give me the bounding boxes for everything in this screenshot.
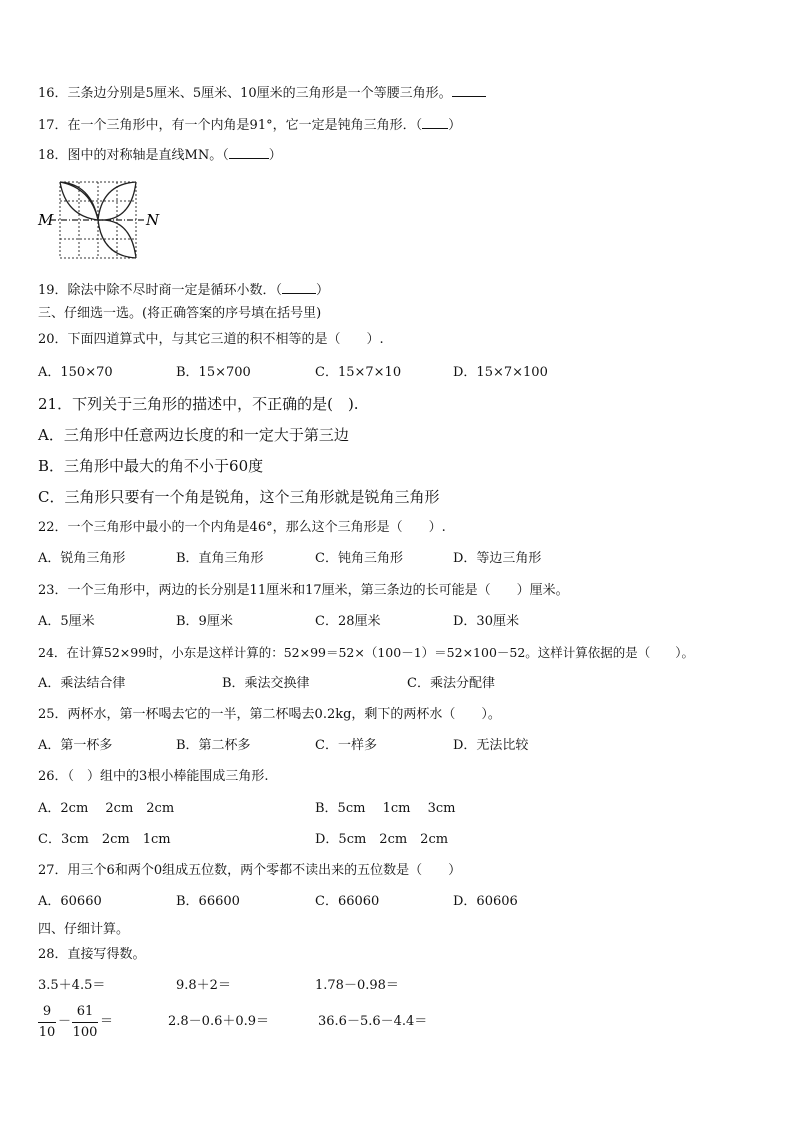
option-a[interactable]: A．乘法结合律: [38, 676, 126, 691]
option-b[interactable]: B．15×700: [176, 365, 251, 380]
question-18: [38, 146, 282, 165]
numerator: 61: [76, 1004, 94, 1019]
option-c[interactable]: C．一样多: [315, 738, 377, 753]
calc-item: 3.5＋4.5＝: [38, 978, 106, 993]
option-a[interactable]: A．锐角三角形: [38, 551, 126, 566]
option-a[interactable]: A．第一杯多: [38, 738, 113, 753]
option-d[interactable]: D．15×7×100: [453, 365, 548, 380]
denominator: 10: [38, 1025, 56, 1040]
calc-item: 9.8＋2＝: [176, 978, 231, 993]
option-c[interactable]: C．15×7×10: [315, 365, 402, 380]
question-21: 21．下列关于三角形的描述中，不正确的是( ).: [38, 395, 359, 413]
question-17-text: 17．在一个三角形中，有一个内角是91°，它一定是钝角三角形．（: [38, 118, 423, 133]
answer-blank[interactable]: [282, 281, 316, 294]
question-25: 25．两杯水，第一杯喝去它的一半，第二杯喝去0.2kg，剩下的两杯水（ ）。: [38, 707, 501, 722]
fraction-61-100: [72, 1004, 98, 1041]
question-23: 23．一个三角形中，两边的长分别是11厘米和17厘米，第三条边的长可能是（ ）厘米。: [38, 583, 569, 598]
denominator: 100: [72, 1025, 98, 1040]
label-n: N: [146, 211, 160, 229]
question-27: 27．用三个6和两个0组成五位数，两个零都不读出来的五位数是（ ）: [38, 863, 462, 878]
symmetry-figure: [36, 178, 166, 262]
calc-item: 2.8－0.6＋0.9＝: [168, 1014, 270, 1029]
option-c[interactable]: C．66060: [315, 894, 380, 909]
option-b[interactable]: B．第二杯多: [176, 738, 251, 753]
question-16: [38, 84, 486, 103]
option-c[interactable]: C．三角形只要有一个角是锐角，这个三角形就是锐角三角形: [38, 488, 440, 506]
option-b[interactable]: B．66600: [176, 894, 240, 909]
answer-blank[interactable]: [452, 84, 486, 97]
calc-item: 1.78－0.98＝: [315, 978, 399, 993]
question-28: 28．直接写得数。: [38, 947, 146, 962]
numerator: 9: [42, 1004, 52, 1019]
option-a[interactable]: A．60660: [38, 894, 102, 909]
option-d[interactable]: D．5cm 2cm 2cm: [315, 832, 449, 847]
option-a[interactable]: A．150×70: [38, 365, 113, 380]
answer-blank[interactable]: [229, 146, 269, 159]
option-d[interactable]: D．30厘米: [453, 614, 519, 629]
question-19-text: 19．除法中除不尽时商一定是循环小数．（: [38, 283, 283, 298]
option-c[interactable]: C．28厘米: [315, 614, 381, 629]
answer-blank[interactable]: [422, 116, 448, 129]
close-paren: ）: [448, 118, 462, 133]
option-a[interactable]: A．2cm 2cm 2cm: [38, 801, 175, 816]
option-b[interactable]: B．直角三角形: [176, 551, 264, 566]
option-b[interactable]: B．乘法交换律: [222, 676, 310, 691]
section-3-heading: 三、仔细选一选。(将正确答案的序号填在括号里): [38, 306, 322, 321]
calc-item: 36.6－5.6－4.4＝: [318, 1014, 428, 1029]
question-22: 22．一个三角形中最小的一个内角是46°，那么这个三角形是（ ）.: [38, 520, 446, 535]
question-16-text: 16．三条边分别是5厘米、5厘米、10厘米的三角形是一个等腰三角形。: [38, 86, 452, 101]
option-b[interactable]: B．5cm 1cm 3cm: [315, 801, 456, 816]
option-d[interactable]: D．等边三角形: [453, 551, 542, 566]
question-19: [38, 281, 329, 300]
question-24: 24．在计算52×99时，小东是这样计算的：52×99＝52×（100－1）＝52×100－52。这样计算依据的是（ ）。: [38, 645, 695, 660]
option-c[interactable]: C．乘法分配律: [407, 676, 495, 691]
question-17: [38, 116, 461, 135]
option-b[interactable]: B．9厘米: [176, 614, 233, 629]
minus-sign: －: [58, 1014, 72, 1029]
option-b[interactable]: B．三角形中最大的角不小于60度: [38, 457, 264, 475]
fraction-9-10: [38, 1004, 56, 1041]
option-d[interactable]: D．60606: [453, 894, 518, 909]
label-m: M: [38, 211, 54, 229]
question-18-text: 18．图中的对称轴是直线MN。（: [38, 148, 229, 163]
equals-sign: ＝: [100, 1014, 114, 1029]
question-20: 20．下面四道算式中，与其它三道的积不相等的是（ ）.: [38, 332, 384, 347]
option-c[interactable]: C．3cm 2cm 1cm: [38, 832, 171, 847]
close-paren: ）: [268, 148, 282, 163]
option-d[interactable]: D．无法比较: [453, 738, 529, 753]
option-a[interactable]: A．三角形中任意两边长度的和一定大于第三边: [38, 426, 349, 444]
option-c[interactable]: C．钝角三角形: [315, 551, 403, 566]
close-paren: ）: [316, 283, 330, 298]
section-4-heading: 四、仔细计算。: [38, 922, 130, 937]
option-a[interactable]: A．5厘米: [38, 614, 95, 629]
question-26: 26．（ ）组中的3根小棒能围成三角形.: [38, 769, 269, 784]
